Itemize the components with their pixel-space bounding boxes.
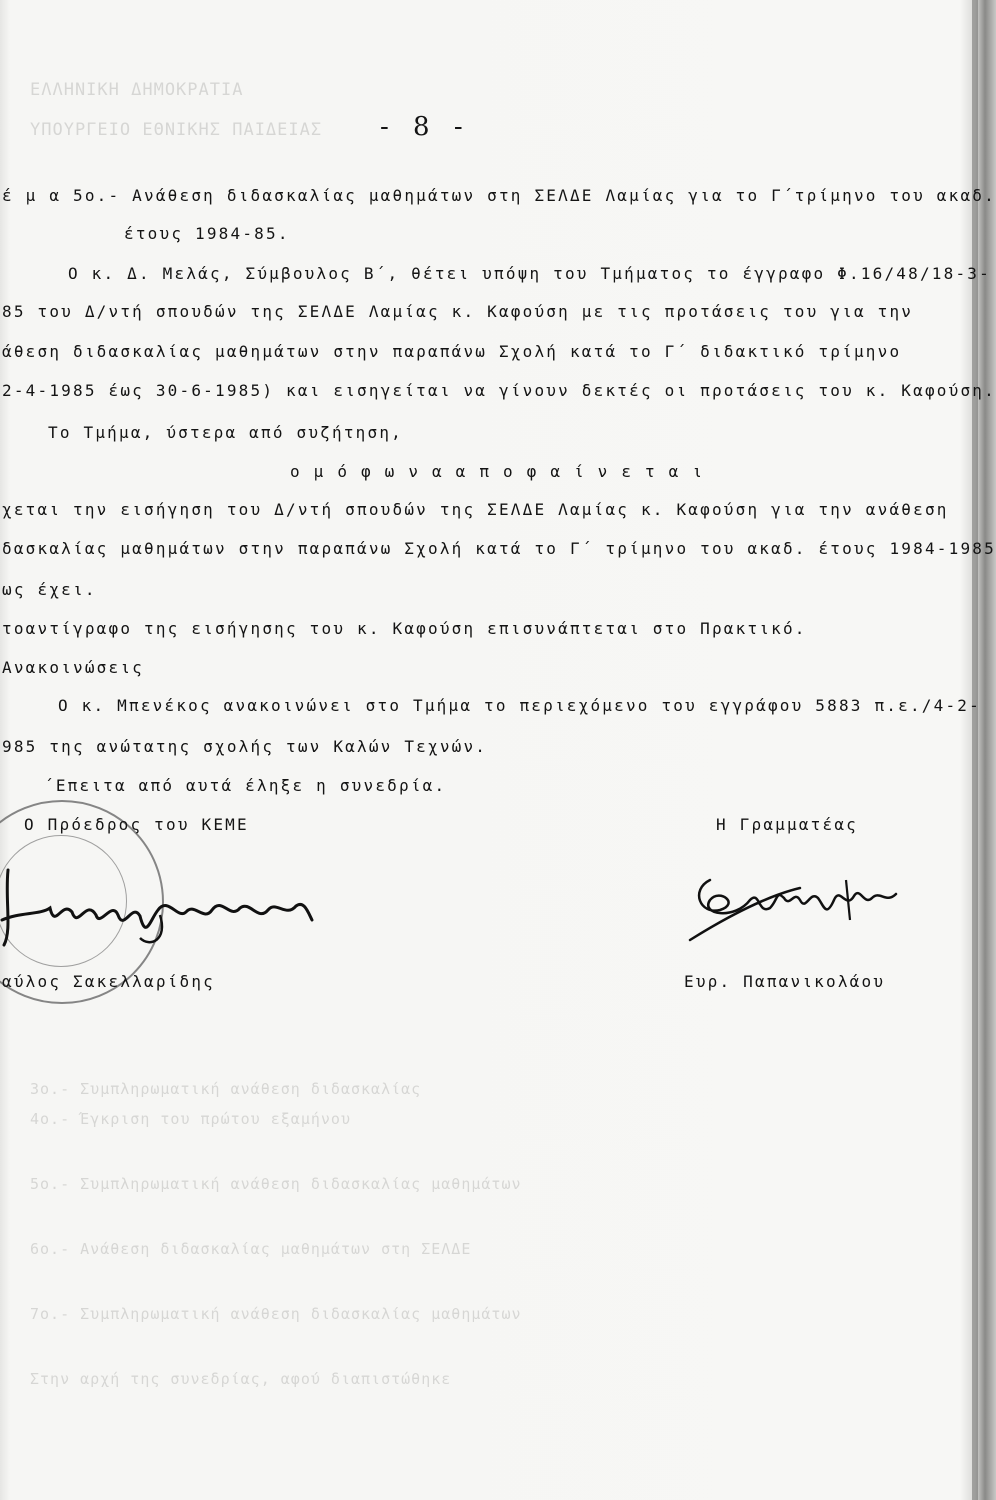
bleed-through-text: Στην αρχή της συνεδρίας, αφού διαπιστώθηκε <box>30 1370 452 1388</box>
handwritten-signature-right <box>650 860 920 950</box>
section-heading: Ανακοινώσεις <box>2 658 144 677</box>
paragraph-line: τοαντίγραφο της εισήγησης του κ. Καφούση επισυνάπτεται στο Πρακτικό. <box>2 619 807 638</box>
paragraph-line: Ο κ. Μπενέκος ανακοινώνει στο Τμήμα το περιεχόμενο του εγγράφου 5883 π.ε./4-2- <box>58 696 981 715</box>
signature-title-left: Ο Πρόεδρος του ΚΕΜΕ <box>24 815 249 834</box>
paragraph-line: 2-4-1985 έως 30-6-1985) και εισηγείται να γίνουν δεκτές οι προτάσεις του κ. Καφούση. <box>2 381 996 400</box>
paragraph-line: δασκαλίας μαθημάτων στην παραπάνω Σχολή κατά το Γ΄ τρίμηνο του ακαδ. έτους 1984-1985 <box>2 539 996 558</box>
paragraph-line: Το Τμήμα, ύστερα από συζήτηση, <box>48 423 403 442</box>
page-number: - 8 - <box>380 112 471 142</box>
paragraph-line: ΄Επειτα από αυτά έληξε η συνεδρία. <box>44 776 447 795</box>
item-heading-cont: έτους 1984-85. <box>124 224 290 243</box>
paragraph-line: άθεση διδασκαλίας μαθημάτων στην παραπάνω Σχολή κατά το Γ΄ διδακτικό τρίμηνο <box>2 342 902 361</box>
paragraph-line: 85 του Δ/ντή σπουδών της ΣΕΛΔΕ Λαμίας κ. Καφούση με τις προτάσεις του για την <box>2 302 914 321</box>
bleed-through-text: 6ο.- Ανάθεση διδασκαλίας μαθημάτων στη ΣΕΛΔΕ <box>30 1240 472 1258</box>
handwritten-signature-left <box>0 860 330 950</box>
paragraph-line: χεται την εισήγηση του Δ/ντή σπουδών της ΣΕΛΔΕ Λαμίας κ. Καφούση για την ανάθεση <box>2 500 949 519</box>
paragraph-line: 985 της ανώτατης σχολής των Καλών Τεχνών. <box>2 737 488 756</box>
bleed-through-text: ΕΛΛΗΝΙΚΗ ΔΗΜΟΚΡΑΤΙΑ <box>30 80 244 100</box>
signature-name-right: Ευρ. Παπανικολάου <box>684 972 886 991</box>
decision-heading: ο μ ό φ ω ν α α π ο φ α ί ν ε τ α ι <box>290 462 705 481</box>
bleed-through-text: 3ο.- Συμπληρωματική ανάθεση διδασκαλίας <box>30 1080 422 1098</box>
paragraph-line: ως έχει. <box>2 580 97 599</box>
signature-name-left: αύλος Σακελλαρίδης <box>2 972 215 991</box>
bleed-through-text: 5ο.- Συμπληρωματική ανάθεση διδασκαλίας μαθημάτων <box>30 1175 522 1193</box>
item-heading: έ μ α 5ο.- Ανάθεση διδασκαλίας μαθημάτων στη ΣΕΛΔΕ Λαμίας για το Γ΄τρίμηνο του ακαδ. <box>2 186 996 205</box>
bleed-through-text: 4ο.- Έγκριση του πρώτου εξαμήνου <box>30 1110 351 1128</box>
paragraph-line: Ο κ. Δ. Μελάς, Σύμβουλος Β΄, θέτει υπόψη του Τμήματος το έγγραφο Φ.16/48/18-3- <box>68 264 991 283</box>
bleed-through-text: ΥΠΟΥΡΓΕΙΟ ΕΘΝΙΚΗΣ ΠΑΙΔΕΙΑΣ <box>30 120 323 140</box>
signature-title-right: Η Γραμματέας <box>716 815 858 834</box>
page-edge-shadow <box>972 0 978 1500</box>
bleed-through-text: 7ο.- Συμπληρωματική ανάθεση διδασκαλίας μαθημάτων <box>30 1305 522 1323</box>
